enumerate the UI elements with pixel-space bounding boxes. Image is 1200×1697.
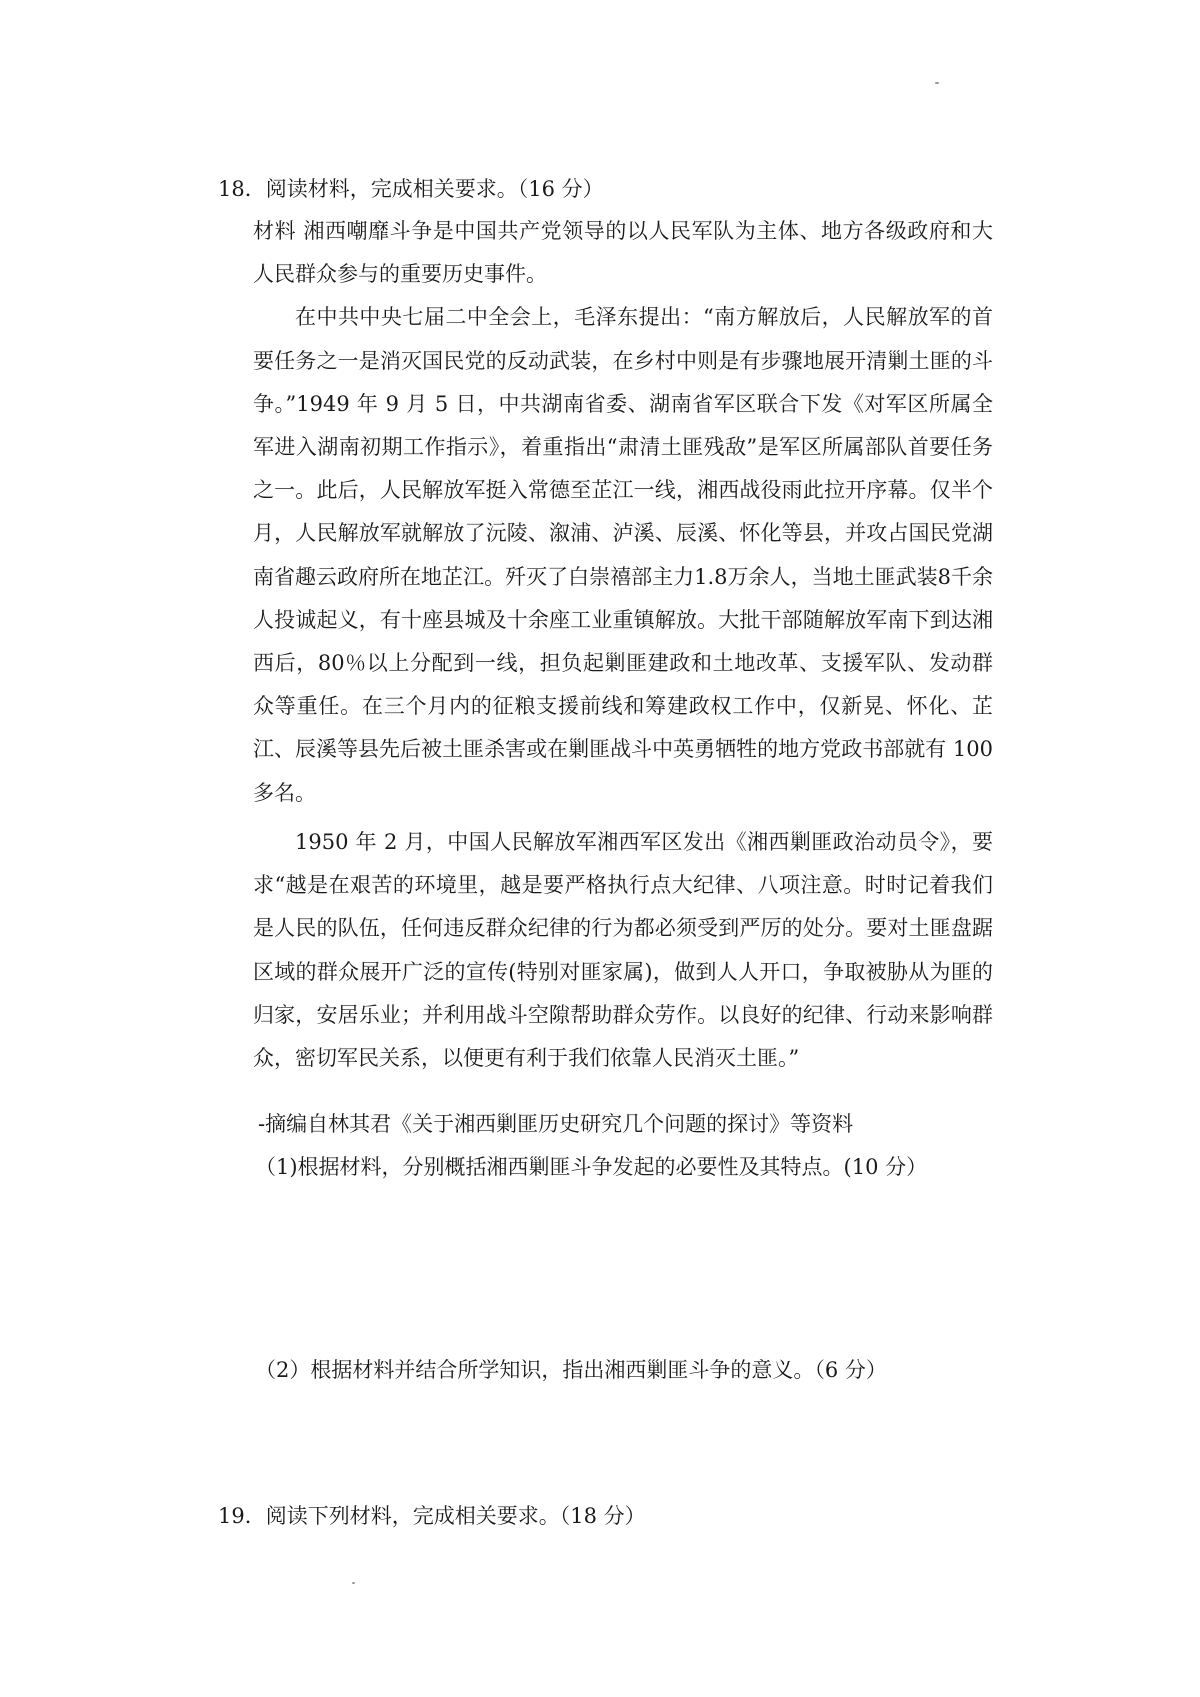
material-source: -摘编自林其君《关于湘西剿匪历史研究几个问题的探讨》等资料 [258, 1112, 854, 1136]
question-19-title: 19．阅读下列材料，完成相关要求。（18 分） [218, 1504, 646, 1528]
material-paragraph-2: 1950 年 2 月，中国人民解放军湘西军区发出《湘西剿匪政治动员令》，要求“越是在艰苦的环境里，越是要严格执行点大纪律、八项注意。时时记着我们是人民的队伍，任何违反群众纪律的行为都必须受到严厉的处分。要对土匪盘踞区域的群众展开广泛的宣传(特别对匪家属)，做到人人开口，争取被胁从为匪的归家，安居乐业；并利用战斗空隙帮助群众劳作。以良好的纪律、行动来影响群众，密切军民关系，以便更有利于我们依靠人民消灭土匪。” [253, 830, 993, 1071]
sub-question-2: （2）根据材料并结合所学知识，指出湘西剿匪斗争的意义。（6 分） [255, 1358, 887, 1382]
sub-question-1: （1)根据材料，分别概括湘西剿匪斗争发起的必要性及其特点。(10 分） [255, 1155, 928, 1179]
question-18-material-block-2 [253, 821, 993, 1080]
material-intro: 材料 湘西嘲靡斗争是中国共产党领导的以人民军队为主体、地方各级政府和大人民群众参与的重要历史事件。 [253, 219, 993, 287]
question-18-material-block [253, 210, 993, 815]
scan-speck-top [935, 82, 939, 84]
material-paragraph-1: 在中共中央七届二中全会上，毛泽东提出：“南方解放后，人民解放军的首要任务之一是消灭国民党的反动武装，在乡村中则是有步骤地展开清剿土匪的斗争。”1949 年 9 月 5 日，中共湖南省委、湖南省军区联合下发《对军区所属全军进入湖南初期工作指示》，着重指出“肃清土匪残敌”是军区所属部队首要任务之一。此后，人民解放军挺入常德至芷江一线，湘西战役雨此拉开序幕。仅半个月，人民解放军就解放了沅陵、溆浦、泸溪、辰溪、怀化等县，并攻占国民党湖南省趣云政府所在地芷江。歼灭了白崇禧部主力1.8万余人，当地土匪武装8千余人投诚起义，有十座县城及十余座工业重镇解放。大批干部随解放军南下到达湘西后，80％以上分配到一线，担负起剿匪建政和土地改革、支援军队、发动群众等重任。在三个月内的征粮支援前线和筹建政权工作中，仅新晃、怀化、芷江、辰溪等县先后被土匪杀害或在剿匪战斗中英勇牺牲的地方党政书部就有 100 多名。 [253, 305, 993, 805]
scan-speck-bottom [352, 1582, 355, 1584]
question-18-title: 18．阅读材料，完成相关要求。（16 分） [218, 177, 604, 201]
